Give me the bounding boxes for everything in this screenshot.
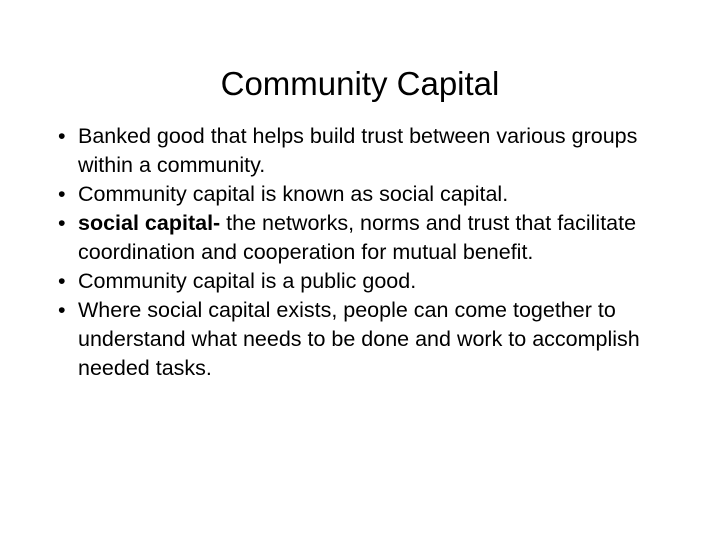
slide-body [40, 122, 688, 383]
bullet-marker-icon: • [58, 124, 66, 148]
list-item [40, 296, 688, 383]
list-item [40, 122, 688, 180]
list-item-text: the networks, norms and trust that facilitate coordination and cooperation for mutual benefit. [78, 211, 637, 264]
bullet-list [40, 122, 688, 383]
bullet-marker-icon: • [58, 269, 66, 293]
bullet-marker-icon: • [58, 298, 66, 322]
list-item-text: Banked good that helps build trust between various groups within a community. [78, 124, 638, 177]
list-item [40, 180, 688, 209]
list-item [40, 267, 688, 296]
list-item-text: Where social capital exists, people can come together to understand what needs to be done and work to accomplish needed tasks. [78, 298, 640, 380]
bullet-marker-icon: • [58, 211, 66, 235]
list-item-text: Community capital is known as social capital. [78, 182, 509, 206]
page-title: Community Capital [220, 65, 500, 103]
bullet-marker-icon: • [58, 182, 66, 206]
list-item-emphasis: social capital- [78, 211, 221, 235]
list-item-text: Community capital is a public good. [78, 269, 417, 293]
list-item [40, 209, 688, 267]
